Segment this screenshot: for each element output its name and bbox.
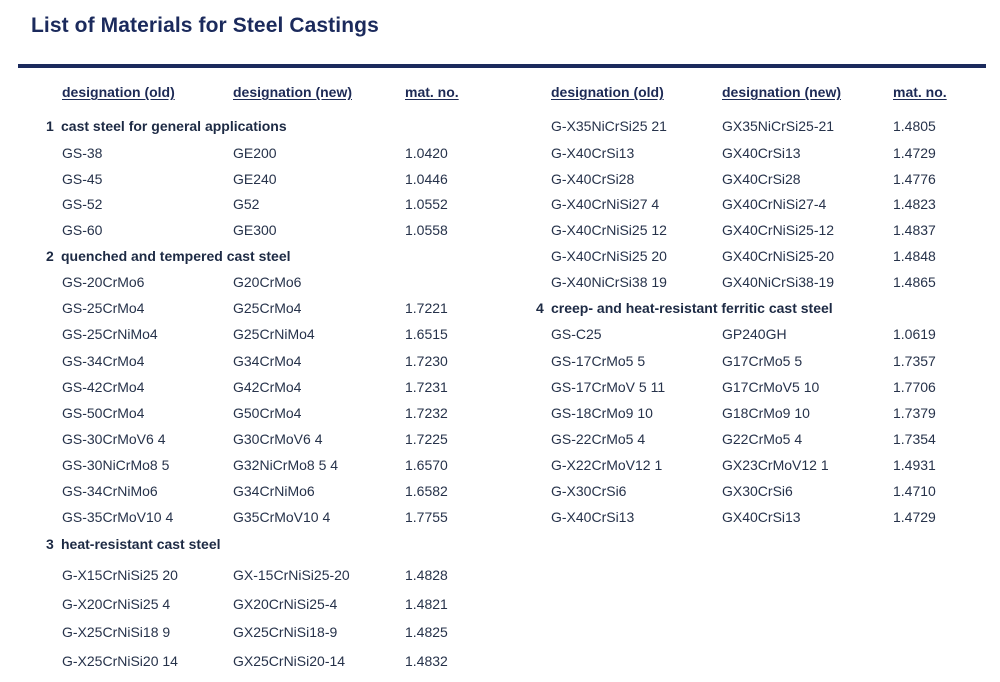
designation-new-cell: GX35NiCrSi25-21 bbox=[722, 118, 835, 134]
mat-no-cell: 1.4710 bbox=[893, 483, 936, 499]
designation-new-cell: G30CrMoV6 4 bbox=[233, 431, 323, 447]
designation-old-cell: GS-30NiCrMo8 5 bbox=[62, 457, 170, 473]
designation-new-cell: GE200 bbox=[233, 145, 277, 161]
designation-old-cell: G-X30CrSi6 bbox=[551, 483, 627, 499]
mat-no-cell: 1.4823 bbox=[893, 196, 936, 212]
header-mat-no-right: mat. no. bbox=[893, 84, 947, 100]
section-heading-left bbox=[46, 118, 287, 134]
mat-no-cell: 1.4865 bbox=[893, 274, 936, 290]
designation-new-cell: G42CrMo4 bbox=[233, 379, 302, 395]
designation-new-cell: GE300 bbox=[233, 222, 277, 238]
designation-old-cell: G-X35NiCrSi25 21 bbox=[551, 118, 667, 134]
designation-new-cell: G22CrMo5 4 bbox=[722, 431, 803, 447]
designation-old-cell: GS-45 bbox=[62, 171, 103, 187]
designation-old-cell: GS-35CrMoV10 4 bbox=[62, 509, 174, 525]
designation-new-cell: GX40CrSi13 bbox=[722, 145, 801, 161]
mat-no-cell: 1.0552 bbox=[405, 196, 448, 212]
page-title: List of Materials for Steel Castings bbox=[31, 14, 379, 37]
section-label: cast steel for general applications bbox=[61, 118, 287, 134]
designation-new-cell: G17CrMo5 5 bbox=[722, 353, 803, 369]
designation-new-cell: G52 bbox=[233, 196, 260, 212]
section-number: 2 bbox=[46, 248, 54, 264]
designation-new-cell: GX40CrNiSi25-12 bbox=[722, 222, 835, 238]
section-number: 1 bbox=[46, 118, 54, 134]
mat-no-cell: 1.4776 bbox=[893, 171, 936, 187]
designation-old-cell: GS-17CrMo5 5 bbox=[551, 353, 646, 369]
header-mat-no-left: mat. no. bbox=[405, 84, 459, 100]
section-number: 4 bbox=[536, 300, 544, 316]
designation-new-cell: G25CrMo4 bbox=[233, 300, 302, 316]
mat-no-cell: 1.7230 bbox=[405, 353, 448, 369]
mat-no-cell: 1.0558 bbox=[405, 222, 448, 238]
designation-new-cell: G18CrMo9 10 bbox=[722, 405, 810, 421]
designation-old-cell: GS-30CrMoV6 4 bbox=[62, 431, 166, 447]
mat-no-cell: 1.7225 bbox=[405, 431, 448, 447]
mat-no-cell: 1.6570 bbox=[405, 457, 448, 473]
designation-old-cell: G-X40CrNiSi25 20 bbox=[551, 248, 667, 264]
mat-no-cell: 1.4832 bbox=[405, 653, 448, 669]
section-heading-left bbox=[46, 248, 291, 264]
mat-no-cell: 1.4931 bbox=[893, 457, 936, 473]
designation-new-cell: GP240GH bbox=[722, 326, 787, 342]
designation-old-cell: GS-34CrMo4 bbox=[62, 353, 145, 369]
section-number: 3 bbox=[46, 536, 54, 552]
title-divider bbox=[18, 64, 986, 68]
designation-new-cell: GX-15CrNiSi25-20 bbox=[233, 567, 350, 583]
header-designation-new-left: designation (new) bbox=[233, 84, 352, 100]
designation-old-cell: G-X40CrNiSi25 12 bbox=[551, 222, 667, 238]
mat-no-cell: 1.4848 bbox=[893, 248, 936, 264]
designation-new-cell: GX23CrMoV12 1 bbox=[722, 457, 829, 473]
mat-no-cell: 1.7231 bbox=[405, 379, 448, 395]
section-label: creep- and heat-resistant ferritic cast steel bbox=[551, 300, 833, 316]
designation-old-cell: GS-25CrMo4 bbox=[62, 300, 145, 316]
mat-no-cell: 1.4825 bbox=[405, 624, 448, 640]
mat-no-cell: 1.4821 bbox=[405, 596, 448, 612]
designation-new-cell: G25CrNiMo4 bbox=[233, 326, 315, 342]
mat-no-cell: 1.7357 bbox=[893, 353, 936, 369]
designation-old-cell: G-X25CrNiSi18 9 bbox=[62, 624, 171, 640]
section-heading-left bbox=[46, 536, 221, 552]
designation-old-cell: GS-C25 bbox=[551, 326, 602, 342]
designation-old-cell: GS-38 bbox=[62, 145, 103, 161]
designation-old-cell: GS-60 bbox=[62, 222, 103, 238]
designation-old-cell: GS-34CrNiMo6 bbox=[62, 483, 158, 499]
designation-new-cell: GX40NiCrSi38-19 bbox=[722, 274, 835, 290]
designation-new-cell: GX40CrNiSi25-20 bbox=[722, 248, 835, 264]
designation-new-cell: G32NiCrMo8 5 4 bbox=[233, 457, 339, 473]
section-label: heat-resistant cast steel bbox=[61, 536, 221, 552]
designation-old-cell: GS-42CrMo4 bbox=[62, 379, 145, 395]
designation-old-cell: G-X40CrSi13 bbox=[551, 145, 635, 161]
designation-old-cell: GS-17CrMoV 5 11 bbox=[551, 379, 666, 395]
mat-no-cell: 1.7221 bbox=[405, 300, 448, 316]
designation-old-cell: G-X40CrSi13 bbox=[551, 509, 635, 525]
designation-new-cell: G35CrMoV10 4 bbox=[233, 509, 331, 525]
designation-new-cell: G50CrMo4 bbox=[233, 405, 302, 421]
mat-no-cell: 1.6582 bbox=[405, 483, 448, 499]
designation-new-cell: G17CrMoV5 10 bbox=[722, 379, 820, 395]
designation-new-cell: GX40CrNiSi27-4 bbox=[722, 196, 827, 212]
designation-old-cell: GS-22CrMo5 4 bbox=[551, 431, 646, 447]
mat-no-cell: 1.7354 bbox=[893, 431, 936, 447]
designation-new-cell: G34CrNiMo6 bbox=[233, 483, 315, 499]
designation-old-cell: G-X40CrNiSi27 4 bbox=[551, 196, 660, 212]
designation-old-cell: G-X22CrMoV12 1 bbox=[551, 457, 663, 473]
mat-no-cell: 1.7755 bbox=[405, 509, 448, 525]
mat-no-cell: 1.4805 bbox=[893, 118, 936, 134]
designation-old-cell: GS-25CrNiMo4 bbox=[62, 326, 158, 342]
designation-new-cell: GX40CrSi28 bbox=[722, 171, 801, 187]
designation-new-cell: G20CrMo6 bbox=[233, 274, 302, 290]
designation-new-cell: GX30CrSi6 bbox=[722, 483, 793, 499]
designation-new-cell: GX25CrNiSi18-9 bbox=[233, 624, 338, 640]
section-label: quenched and tempered cast steel bbox=[61, 248, 291, 264]
header-designation-old-right: designation (old) bbox=[551, 84, 664, 100]
designation-new-cell: GX25CrNiSi20-14 bbox=[233, 653, 346, 669]
section-heading-right bbox=[536, 300, 833, 316]
mat-no-cell: 1.4729 bbox=[893, 145, 936, 161]
mat-no-cell: 1.4828 bbox=[405, 567, 448, 583]
mat-no-cell: 1.4729 bbox=[893, 509, 936, 525]
mat-no-cell: 1.4837 bbox=[893, 222, 936, 238]
mat-no-cell: 1.0446 bbox=[405, 171, 448, 187]
mat-no-cell: 1.6515 bbox=[405, 326, 448, 342]
mat-no-cell: 1.0619 bbox=[893, 326, 936, 342]
designation-old-cell: GS-20CrMo6 bbox=[62, 274, 145, 290]
designation-new-cell: GX40CrSi13 bbox=[722, 509, 801, 525]
designation-old-cell: G-X25CrNiSi20 14 bbox=[62, 653, 178, 669]
designation-old-cell: GS-52 bbox=[62, 196, 103, 212]
header-designation-old-left: designation (old) bbox=[62, 84, 175, 100]
mat-no-cell: 1.7232 bbox=[405, 405, 448, 421]
designation-new-cell: GX20CrNiSi25-4 bbox=[233, 596, 338, 612]
designation-old-cell: G-X15CrNiSi25 20 bbox=[62, 567, 178, 583]
designation-old-cell: G-X20CrNiSi25 4 bbox=[62, 596, 171, 612]
mat-no-cell: 1.0420 bbox=[405, 145, 448, 161]
designation-old-cell: GS-18CrMo9 10 bbox=[551, 405, 653, 421]
designation-old-cell: G-X40NiCrSi38 19 bbox=[551, 274, 667, 290]
designation-old-cell: G-X40CrSi28 bbox=[551, 171, 635, 187]
mat-no-cell: 1.7706 bbox=[893, 379, 936, 395]
mat-no-cell: 1.7379 bbox=[893, 405, 936, 421]
designation-new-cell: G34CrMo4 bbox=[233, 353, 302, 369]
header-designation-new-right: designation (new) bbox=[722, 84, 841, 100]
designation-new-cell: GE240 bbox=[233, 171, 277, 187]
designation-old-cell: GS-50CrMo4 bbox=[62, 405, 145, 421]
